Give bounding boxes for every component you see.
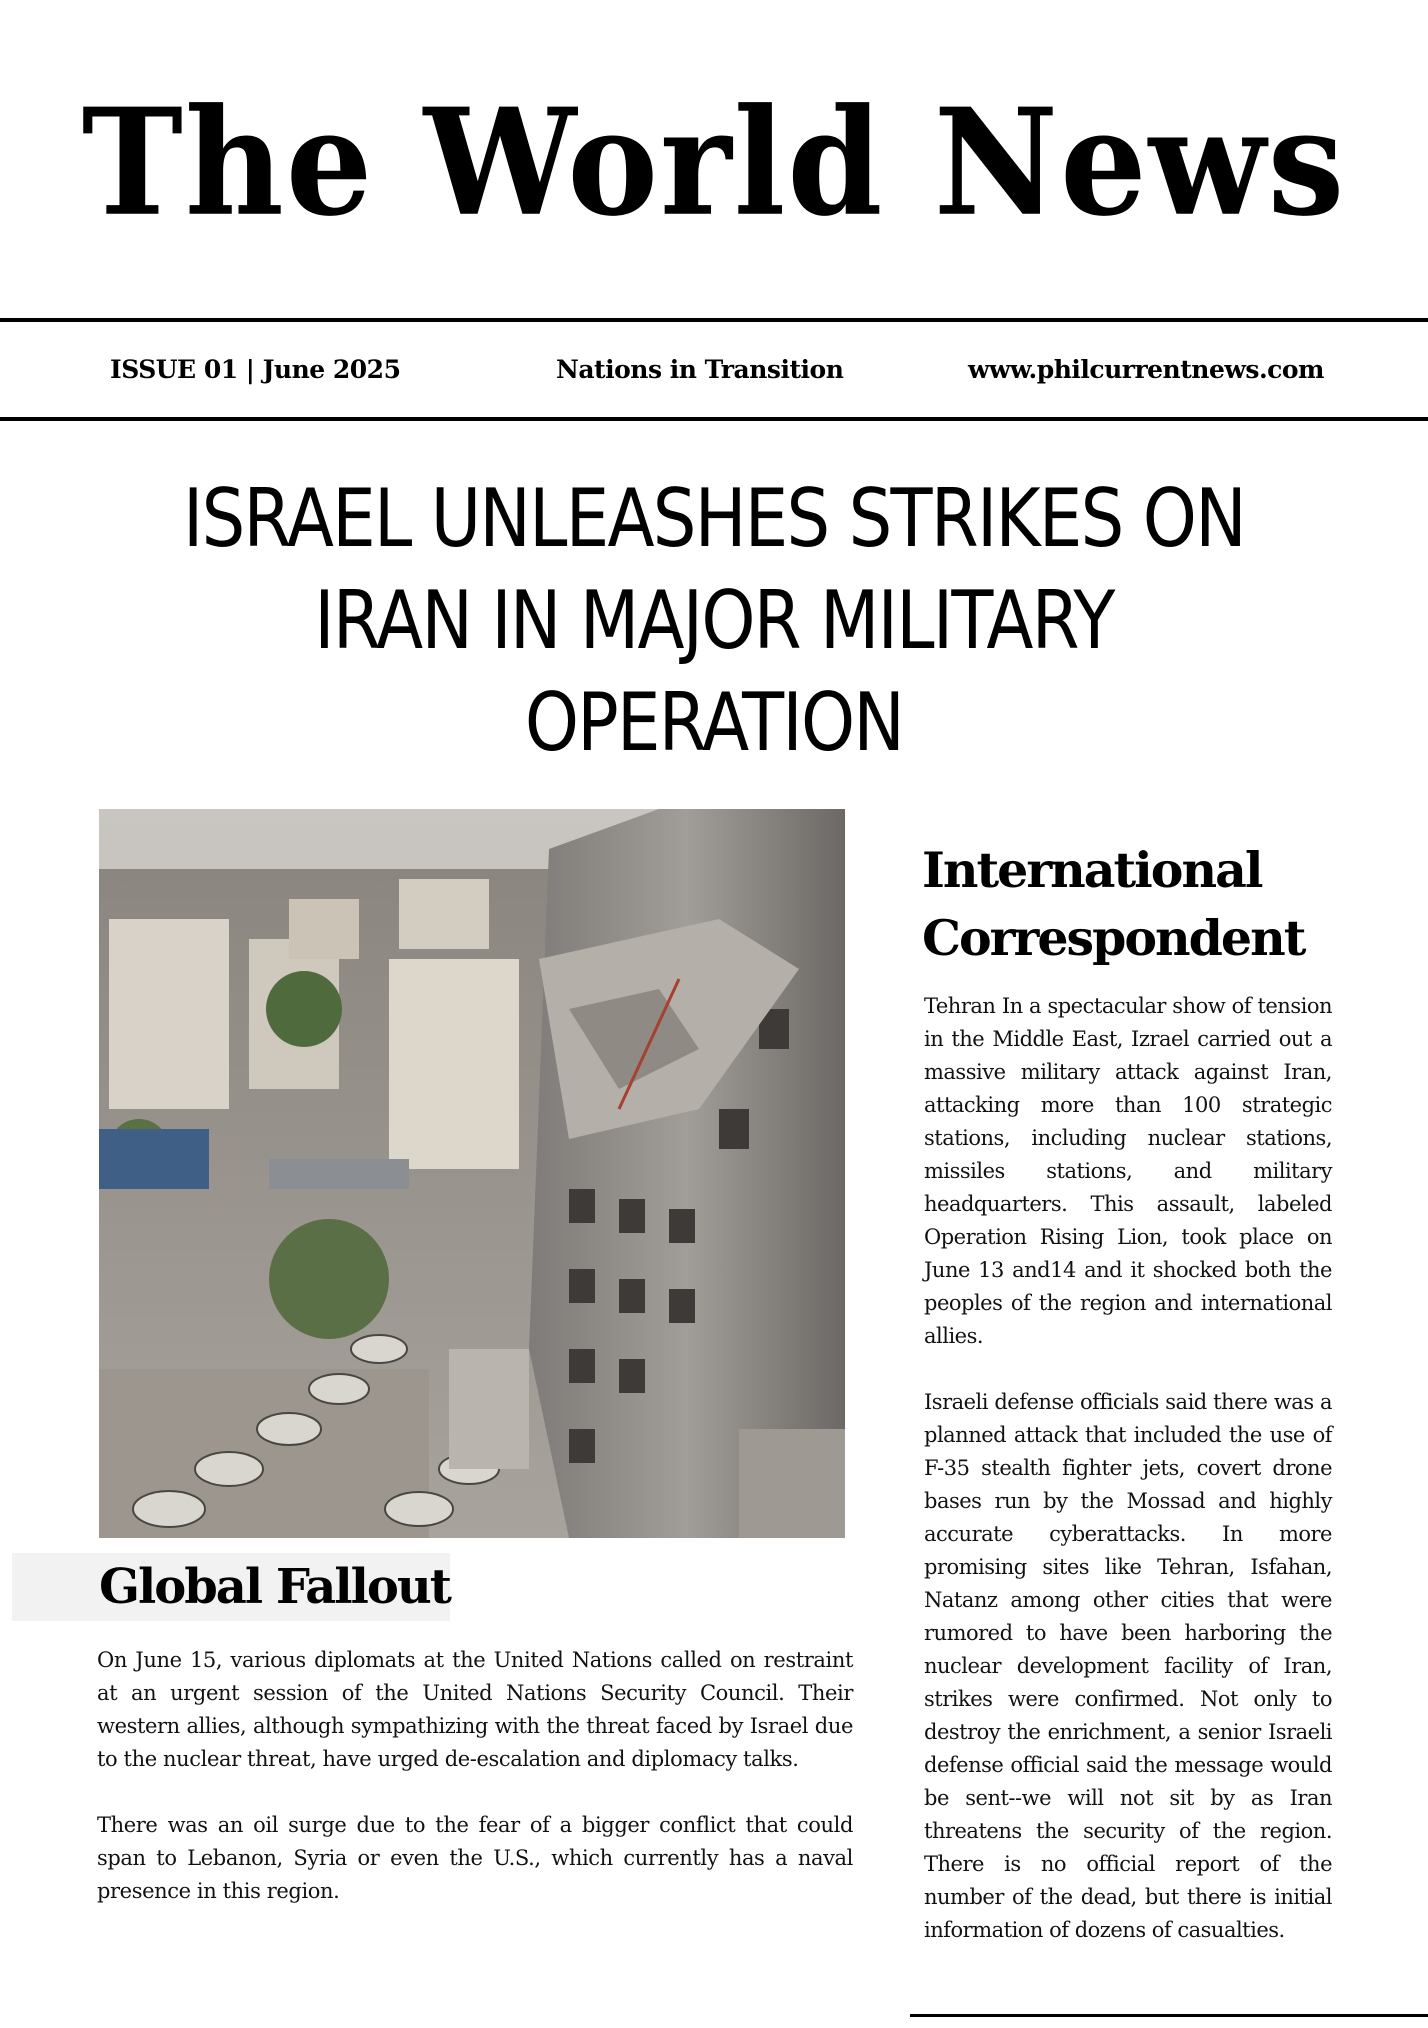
newspaper-masthead: The World News: [81, 76, 1347, 250]
fallout-paragraph-2: There was an oil surge due to the fear of a bigger conflict that could span to Lebanon, Syria or even the U.S., which currently has a naval presence in this region.: [97, 1813, 853, 1903]
masthead-bottom-rule: [0, 417, 1428, 421]
news-photo: [99, 809, 845, 1538]
fallout-article: [97, 1644, 853, 1908]
masthead-top-rule: [0, 318, 1428, 322]
fallout-paragraph-1: On June 15, various diplomats at the United Nations called on restraint at an urgent session of the United Nations Security Council. Their western allies, although sympathizing with the threat faced by Israel due to the nuclear threat, have urged de-escalation and diplomacy talks.: [97, 1648, 853, 1771]
issue-date: ISSUE 01 | June 2025: [110, 355, 401, 384]
section-name: Nations in Transition: [556, 355, 844, 384]
sidebar-heading-line1: International: [922, 841, 1262, 899]
footer-rule: [910, 2014, 1428, 2017]
website-link[interactable]: www.philcurrentnews.com: [968, 355, 1325, 384]
main-headline: ISRAEL UNLEASHES STRIKES ON IRAN IN MAJOR MILITARY OPERATION: [183, 472, 1245, 769]
sidebar-paragraph-2: Israeli defense officials said there was a planned attack that included the use of F-35 stealth fighter jets, covert drone bases run by the Mossad and highly accurate cyberattacks. In more promising sites like Tehran, Isfahan, Natanz among other cities that were rumored to have been harboring the nuclear development facility of Iran, strikes were confirmed. Not only to destroy the enrichment, a senior Israeli defense official said the message would be sent--we will not sit by as Iran threatens the security of the region. There is no official report of the number of the dead, but there is initial information of dozens of casualties.: [924, 1390, 1332, 1942]
fallout-heading: Global Fallout: [12, 1553, 450, 1621]
sidebar-paragraph-1: Tehran In a spectacular show of tension in the Middle East, Izrael carried out a massive military attack against Iran, attacking more than 100 strategic stations, including nuclear stations, missiles stations, and military headquarters. This assault, labeled Operation Rising Lion, took place on June 13 and14 and it shocked both the peoples of the region and international allies.: [924, 994, 1332, 1348]
sidebar-heading-line2: Correspondent: [922, 909, 1305, 967]
sidebar-heading: [922, 836, 1342, 972]
sidebar-article: [924, 990, 1332, 1947]
